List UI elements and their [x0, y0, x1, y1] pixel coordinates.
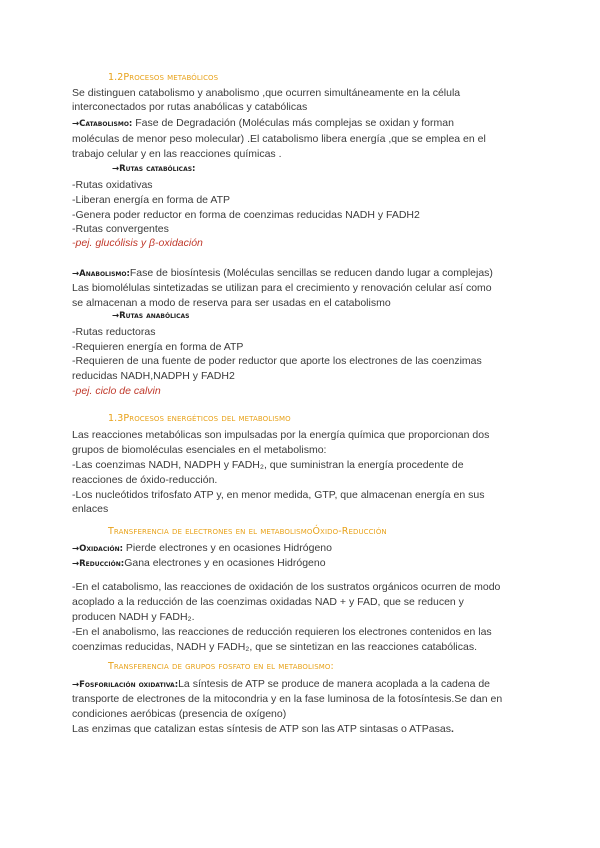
list-item: -Liberan energía en forma de ATP	[72, 194, 230, 206]
paragraph-line: -Las coenzimas NADH, NADPH y FADH₂, que suministran la energía procedente de	[72, 459, 464, 471]
rutas-catabolicas-heading: →Rutas catabólicas:	[112, 164, 196, 174]
paragraph-line: Se distinguen catabolismo y anabolismo ,que ocurren simultáneamente en la célula	[72, 87, 461, 99]
fosforilacion-keyword: →Fosforilación oxidativa:	[72, 680, 179, 690]
catabolic-example: -pej. glucólisis y β-oxidación	[72, 237, 203, 249]
oxidacion-keyword: →Oxidación:	[72, 544, 123, 554]
list-item: -Rutas convergentes	[72, 223, 169, 235]
paragraph-line: acoplado a la reducción de las coenzimas oxidadas NAD + y FAD, que se reducen y	[72, 596, 464, 608]
paragraph-line: transporte de electrones de la mitocondria y en la fase luminosa de la fotosíntesis.Se dan en	[72, 693, 503, 705]
list-item: -Rutas reductoras	[72, 326, 156, 338]
phosphate-transfer-heading: Transferencia de grupos fosfato en el metabolismo:	[108, 661, 334, 672]
anabolic-example: -pej. ciclo de calvin	[72, 385, 161, 397]
anabolismo-definition: →Anabolismo:Fase de biosíntesis (Moléculas sencillas se reducen dando lugar a complejas)	[72, 267, 493, 279]
paragraph-line: Las reacciones metabólicas son impulsadas por la energía química que proporcionan dos	[72, 429, 490, 441]
oxidacion-definition: →Oxidación: Pierde electrones y en ocasiones Hidrógeno	[72, 542, 332, 554]
reduccion-definition: →Reducción:Gana electrones y en ocasiones Hidrógeno	[72, 557, 326, 569]
paragraph-line: condiciones aeróbicas (presencia de oxígeno)	[72, 708, 287, 720]
list-item: reducidas NADH,NADPH y FADH2	[72, 370, 235, 382]
paragraph-line: producen NADH y FADH₂.	[72, 611, 195, 623]
reduccion-keyword: →Reducción:	[72, 559, 125, 569]
section-heading-1-2: 1.2Procesos metabólicos	[108, 72, 219, 83]
paragraph-line: moléculas de menor peso molecular) .El catabolismo libera energía ,que se emplea en el	[72, 133, 486, 145]
paragraph-line: grupos de biomoléculas esenciales en el metabolismo:	[72, 444, 327, 456]
section-heading-1-3: 1.3Procesos energéticos del metabolismo	[108, 413, 291, 424]
anabolismo-keyword: →Anabolismo:	[72, 269, 130, 279]
paragraph-line: trabajo celular y en las reacciones químicas .	[72, 148, 282, 160]
paragraph-line: se almacenan a modo de reserva para ser usadas en el catabolismo	[72, 297, 391, 309]
electron-transfer-heading: Transferencia de electrones en el metabolismoÓxido-Reducción	[108, 526, 387, 537]
rutas-anabolicas-heading: →Rutas anabólicas	[112, 311, 190, 321]
list-item: -Requieren de una fuente de poder reductor que aporte los electrones de las coenzimas	[72, 355, 482, 367]
list-item: -Requieren energía en forma de ATP	[72, 341, 244, 353]
catabolismo-definition: →Catabolismo: Fase de Degradación (Moléculas más complejas se oxidan y forman	[72, 117, 454, 129]
paragraph-line: Las enzimas que catalizan estas síntesis de ATP son las ATP sintasas o ATPasas.	[72, 723, 454, 735]
paragraph-line: -En el anabolismo, las reacciones de reducción requieren los electrones contenidos en las	[72, 626, 492, 638]
list-item: -Rutas oxidativas	[72, 179, 153, 191]
paragraph-line: Las biomolélulas sintetizadas se utilizan para el crecimiento y renovación celular así como	[72, 282, 492, 294]
list-item: -Genera poder reductor en forma de coenzimas reducidas NADH y FADH2	[72, 209, 420, 221]
paragraph-line: -Los nucleótidos trifosfato ATP y, en menor medida, GTP, que almacenan energía en sus	[72, 489, 485, 501]
paragraph-line: interconectados por rutas anabólicas y catabólicas	[72, 101, 308, 113]
paragraph-line: coenzimas reducidas, NADH y FADH₂, que se sintetizan en las reacciones catabólicas.	[72, 641, 478, 653]
paragraph-line: enlaces	[72, 503, 109, 515]
fosforilacion-definition: →Fosforilación oxidativa:La síntesis de ATP se produce de manera acoplada a la cadena de	[72, 678, 491, 690]
catabolismo-keyword: →Catabolismo:	[72, 119, 133, 129]
paragraph-line: reacciones de óxido-reducción.	[72, 474, 218, 486]
paragraph-line: -En el catabolismo, las reacciones de oxidación de los sustratos orgánicos ocurren de modo	[72, 581, 501, 593]
